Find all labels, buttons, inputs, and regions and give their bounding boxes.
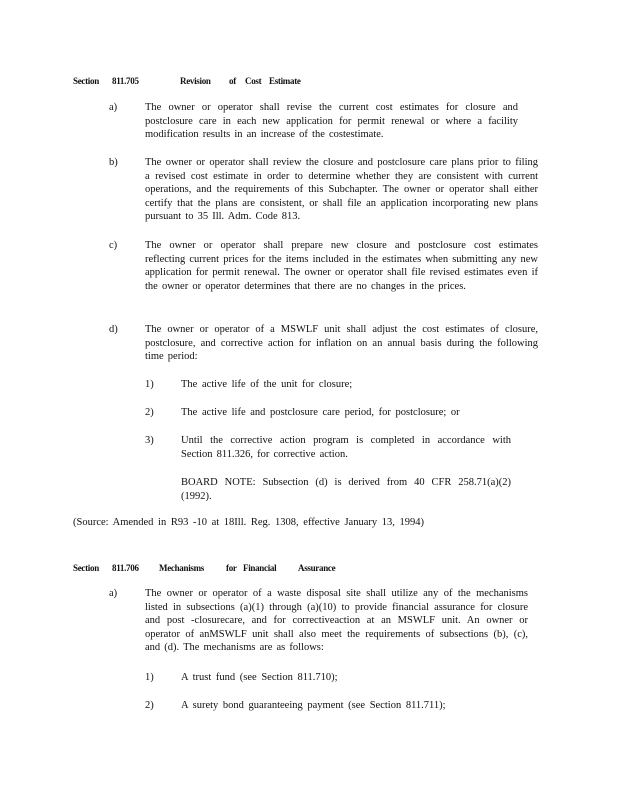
item-marker-3: 3) [145, 435, 154, 446]
subsection-text-c: The owner or operator shall prepare new closure and postclosure cost estimates reflecting current prices for the items included in the estimates when submitting any new application for permit renewal. The owner or operator shall file revised estimates even if the owner or operator determines that there are no changes in the prices. [145, 240, 539, 292]
subsection-marker-a: a) [109, 102, 118, 113]
section-title-word: Mechanisms [159, 563, 204, 573]
section-title-word: Financial [243, 563, 277, 573]
section-title-word: Revision [180, 76, 211, 86]
item-marker-2: 2) [145, 700, 154, 711]
subsection-marker-a: a) [109, 588, 118, 599]
section-label: Section [73, 563, 99, 573]
subsection-text-a: The owner or operator of a waste disposal site shall utilize any of the mechanisms listed in subsections (a)(1) through (a)(10) to provide financial assurance for closure and post -closurecare, and for correctiveaction at an MSWLF unit. An owner or operator of anMSWLF unit shall also meet the requirements of subsections (b), (c), and (d). The mechanisms are as follows: [145, 588, 528, 654]
item-text-2: The active life and postclosure care period, for postclosure; or [181, 407, 460, 418]
item-text-1: The active life of the unit for closure; [181, 379, 353, 390]
section-number: 811.706 [112, 563, 139, 573]
subsection-text-a: The owner or operator shall revise the current cost estimates for closure and postclosure care in each new application for permit renewal or where a facility modification results in an increase of the costestimate. [145, 102, 518, 141]
item-marker-1: 1) [145, 379, 154, 390]
item-text-3: Until the corrective action program is completed in accordance with Section 811.326, for corrective action. [181, 435, 511, 460]
item-text-1: A trust fund (see Section 811.710); [181, 672, 338, 683]
item-marker-1: 1) [145, 672, 154, 683]
source-note: (Source: Amended in R93 -10 at 18Ill. Reg. 1308, effective January 13, 1994) [73, 517, 424, 528]
item-text-2: A surety bond guaranteeing payment (see Section 811.711); [181, 700, 446, 711]
section-title-word: for [226, 563, 237, 573]
item-marker-2: 2) [145, 407, 154, 418]
subsection-marker-c: c) [109, 240, 118, 251]
section-title-word: Assurance [298, 563, 336, 573]
section-title-word: Estimate [269, 76, 301, 86]
board-note: BOARD NOTE: Subsection (d) is derived from 40 CFR 258.71(a)(2) (1992). [181, 477, 511, 502]
subsection-marker-b: b) [109, 157, 118, 168]
section-title-word: Cost [245, 76, 262, 86]
subsection-marker-d: d) [109, 324, 118, 335]
subsection-text-b: The owner or operator shall review the closure and postclosure care plans prior to filing a revised cost estimate in order to determine whether they are consistent with current operations, and the requirements of this Subchapter. The owner or operator shall either certify that the plans are consistent, or shall file an application incorporating new plans pursuant to 35 Ill. Adm. Code 813. [145, 157, 538, 223]
section-number: 811.705 [112, 76, 139, 86]
subsection-text-d: The owner or operator of a MSWLF unit shall adjust the cost estimates of closure, postclosure, and corrective action for inflation on an annual basis during the following time period: [145, 324, 538, 363]
section-label: Section [73, 76, 99, 86]
section-title-word: of [229, 76, 236, 86]
